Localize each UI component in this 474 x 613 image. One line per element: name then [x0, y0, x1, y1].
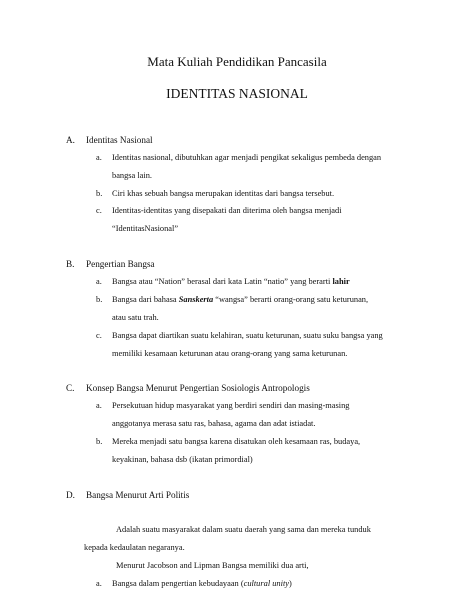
- paragraph-line: Menurut Jacobson and Lipman Bangsa memiliki dua arti,: [116, 561, 309, 570]
- list-marker: a.: [96, 277, 102, 286]
- emphasis-text: Sanskerta: [178, 295, 214, 304]
- list-item-line: atau satu trah.: [112, 313, 159, 322]
- document-title: IDENTITAS NASIONAL: [166, 86, 308, 101]
- section-title: Bangsa Menurut Arti Politis: [86, 490, 190, 500]
- item-text: ): [288, 579, 292, 588]
- section-letter: B.: [66, 259, 75, 269]
- list-marker: a.: [96, 153, 102, 162]
- list-item-line: keyakinan, bahasa dsb (ikatan primordial): [112, 455, 253, 464]
- item-text: Bangsa dalam pengertian kebudayaan (: [112, 579, 244, 588]
- section-c-heading: [66, 383, 310, 393]
- section-b-heading: [66, 259, 155, 269]
- section-letter: A.: [66, 135, 75, 145]
- paragraph-line: Adalah suatu masyarakat dalam suatu daerah yang sama dan mereka tunduk: [116, 525, 371, 534]
- list-marker: b.: [96, 295, 103, 304]
- paragraph-line: kepada kedaulatan negaranya.: [84, 543, 185, 552]
- emphasis-text: cultural unity: [243, 579, 289, 588]
- list-item-line: [112, 295, 368, 305]
- list-marker: c.: [96, 206, 102, 215]
- list-item-line: Identitas nasional, dibutuhkan agar menjadi pengikat sekaligus pembeda dengan: [112, 153, 382, 162]
- list-item-line: [112, 277, 350, 287]
- item-text: “wangsa” berarti orang-orang satu keturunan,: [213, 295, 369, 304]
- section-d-heading: [66, 490, 189, 500]
- list-item-line: memiliki kesamaan keturunan atau orang-orang yang sama keturunan.: [112, 349, 348, 358]
- item-text: Bangsa atau “Nation” berasal dari kata Latin “natio” yang berarti: [112, 277, 333, 286]
- item-text: Bangsa dari bahasa: [112, 295, 179, 304]
- list-item-line: bangsa lain.: [112, 171, 153, 180]
- section-letter: C.: [66, 383, 75, 393]
- list-item-line: Persekutuan hidup masyarakat yang berdiri sendiri dan masing-masing: [112, 401, 350, 410]
- emphasis-text: lahir: [332, 277, 350, 286]
- course-title: Mata Kuliah Pendidikan Pancasila: [147, 54, 327, 69]
- list-item-line: “IdentitasNasional”: [112, 224, 179, 233]
- list-item-line: Identitas-identitas yang disepakati dan diterima oleh bangsa menjadi: [112, 206, 342, 215]
- section-a-heading: [66, 135, 153, 145]
- list-marker: b.: [96, 189, 103, 198]
- section-title: Konsep Bangsa Menurut Pengertian Sosiologis Antropologis: [86, 383, 310, 393]
- list-item-line: Ciri khas sebuah bangsa merupakan identitas dari bangsa tersebut.: [112, 189, 335, 198]
- list-item-line: Bangsa dapat diartikan suatu kelahiran, suatu keturunan, suatu suku bangsa yang: [112, 331, 383, 340]
- list-marker: a.: [96, 401, 102, 410]
- section-letter: D.: [66, 490, 75, 500]
- list-marker: a.: [96, 579, 102, 588]
- section-title: Pengertian Bangsa: [86, 259, 155, 269]
- list-item-line: Mereka menjadi satu bangsa karena disatukan oleh kesamaan ras, budaya,: [112, 437, 361, 446]
- list-item-line: anggotanya merasa satu ras, bahasa, agama dan adat istiadat.: [112, 419, 316, 428]
- section-title: Identitas Nasional: [86, 135, 153, 145]
- list-marker: c.: [96, 331, 102, 340]
- list-marker: b.: [96, 437, 103, 446]
- list-item-line: [112, 579, 292, 589]
